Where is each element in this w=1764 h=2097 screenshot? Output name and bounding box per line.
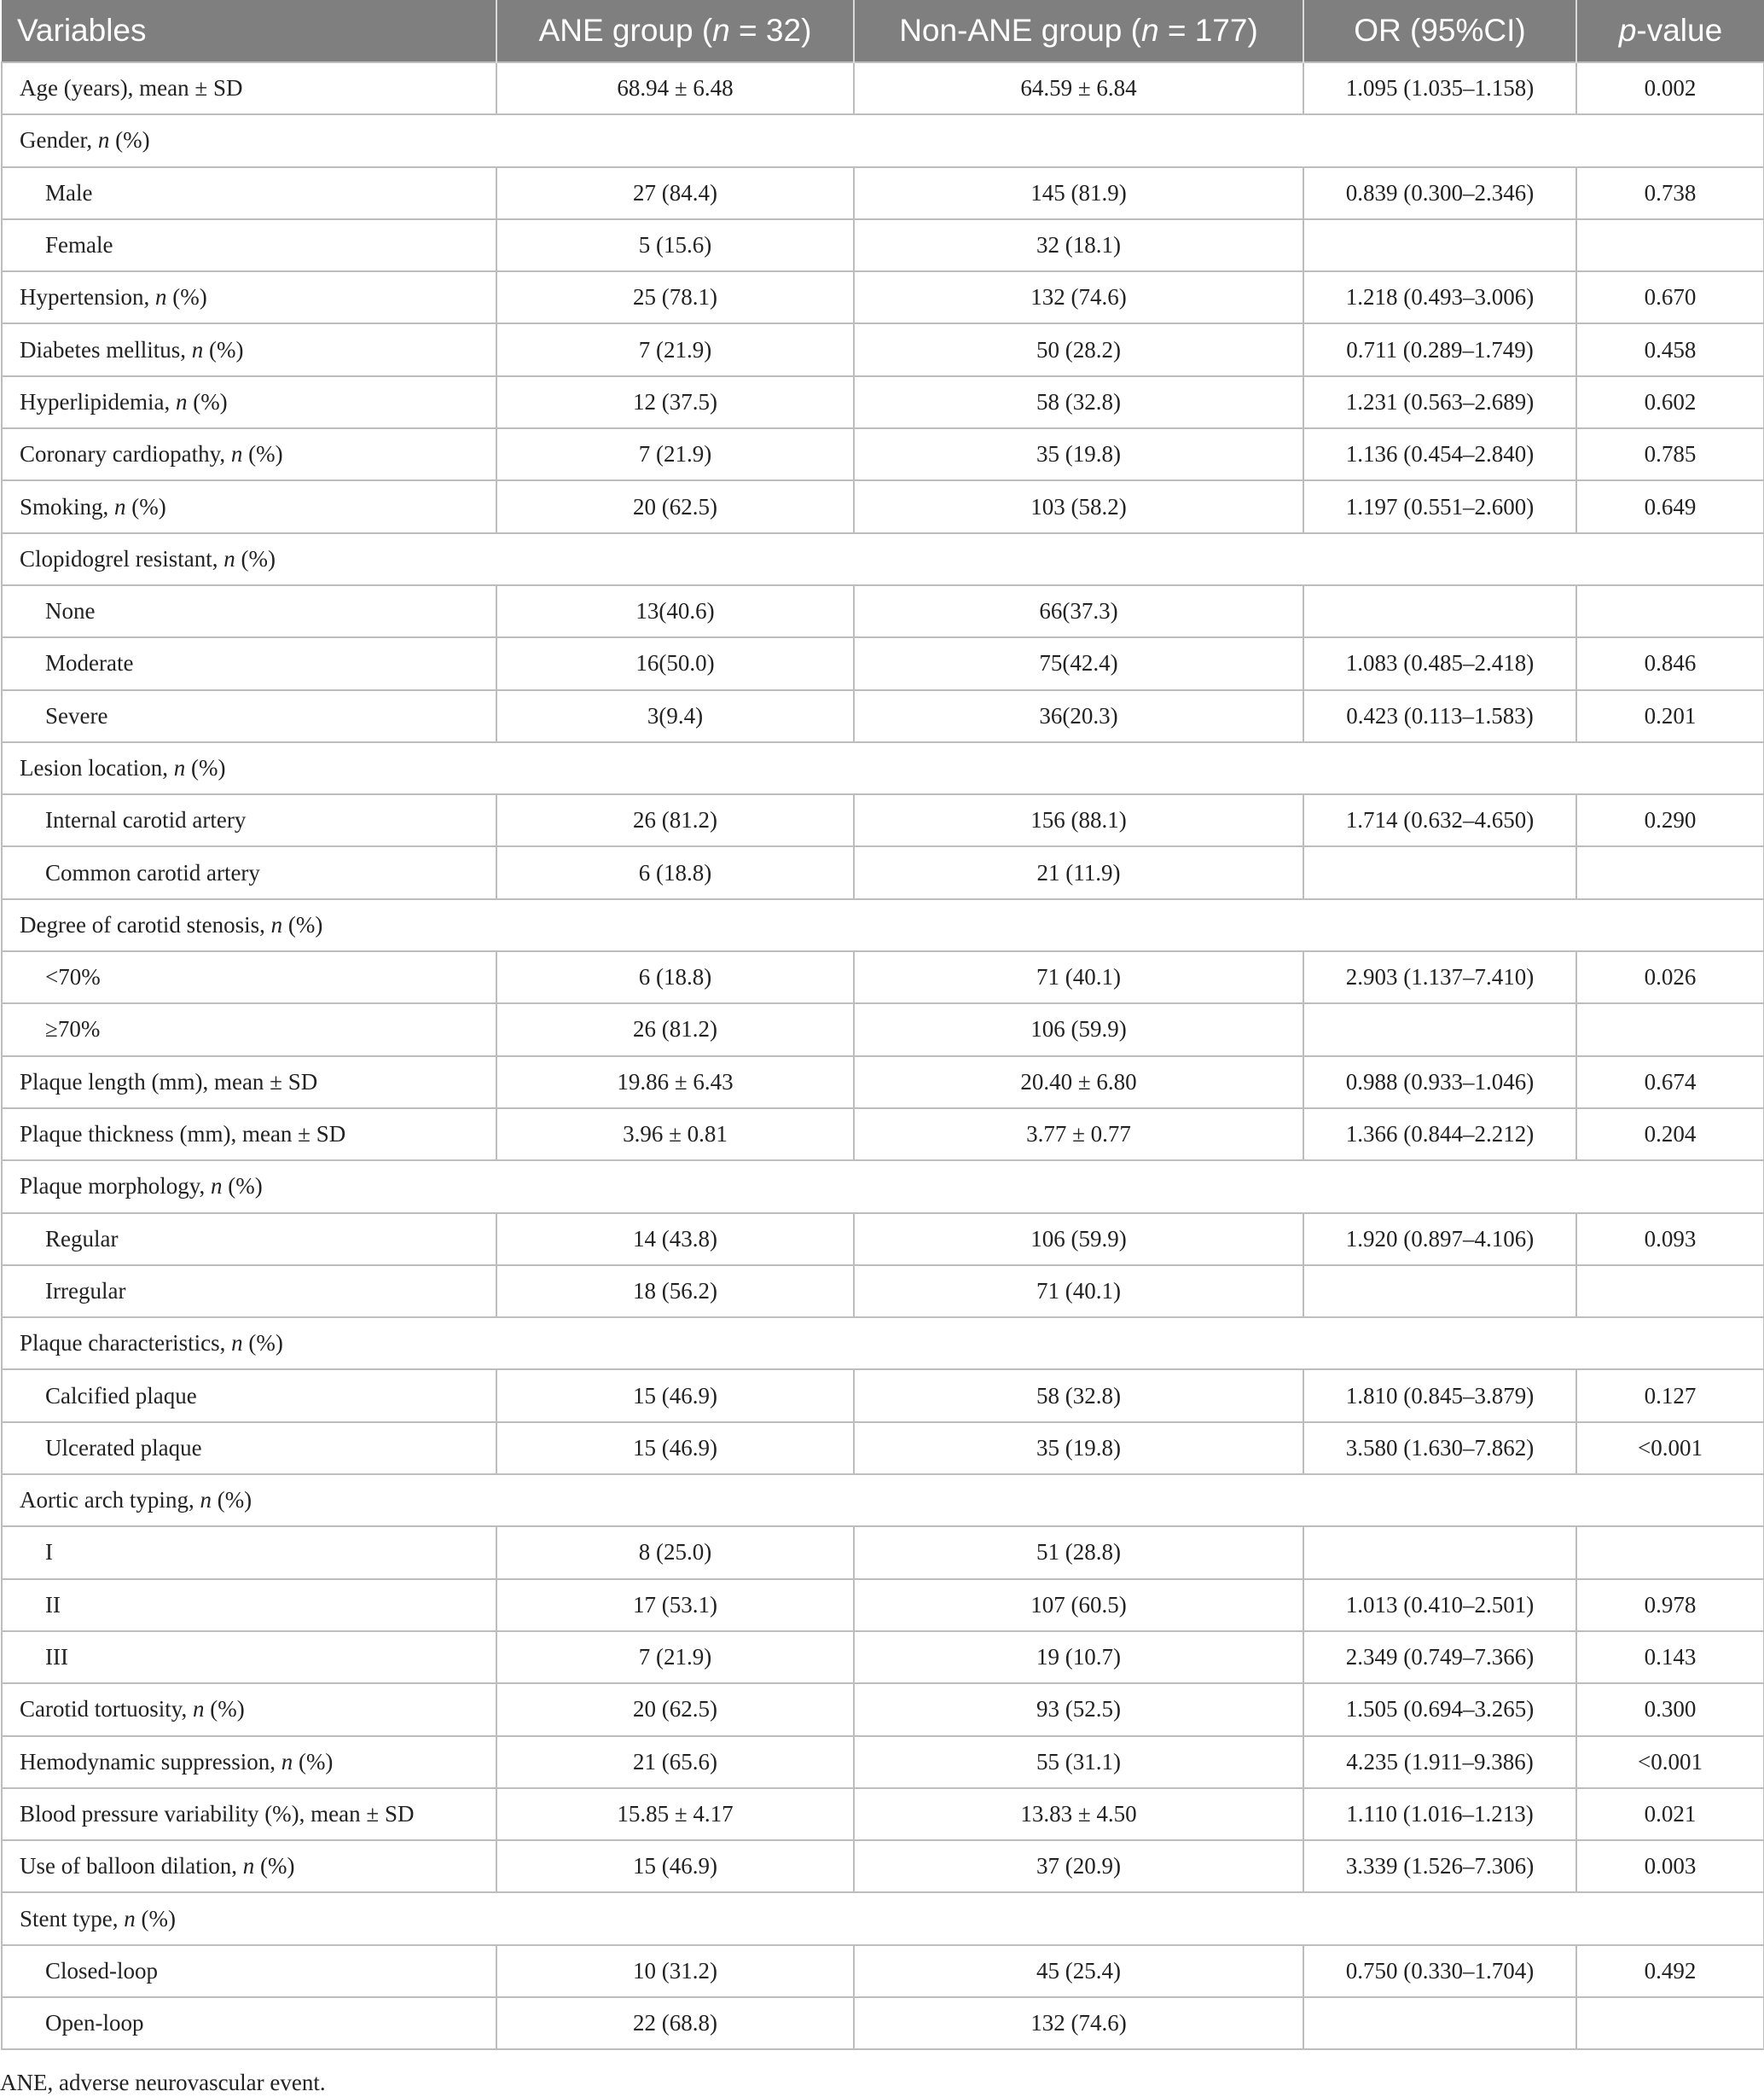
non-ane-cell: 32 (18.1): [854, 219, 1303, 271]
or-ci-cell: 1.083 (0.485–2.418): [1303, 637, 1576, 689]
non-ane-cell: 107 (60.5): [854, 1579, 1303, 1631]
non-ane-cell: 71 (40.1): [854, 1265, 1303, 1317]
p-value-cell: 0.093: [1576, 1213, 1764, 1265]
variable-cell: Moderate: [2, 637, 496, 689]
ane-cell: 20 (62.5): [496, 1683, 854, 1735]
variable-cell: Plaque length (mm), mean ± SD: [2, 1056, 496, 1108]
variable-cell: Use of balloon dilation, n (%): [2, 1840, 496, 1892]
table-row: [2, 1683, 1764, 1735]
section-label: Degree of carotid stenosis, n (%): [2, 899, 1764, 951]
non-ane-cell: 106 (59.9): [854, 1003, 1303, 1055]
variable-cell: Closed-loop: [2, 1945, 496, 1997]
or-ci-cell: 2.903 (1.137–7.410): [1303, 951, 1576, 1003]
ane-cell: 17 (53.1): [496, 1579, 854, 1631]
p-value-cell: [1576, 1003, 1764, 1055]
p-value-cell: 0.602: [1576, 376, 1764, 428]
non-ane-cell: 37 (20.9): [854, 1840, 1303, 1892]
ane-cell: 13(40.6): [496, 585, 854, 637]
section-label: Stent type, n (%): [2, 1892, 1764, 1944]
variable-cell: Coronary cardiopathy, n (%): [2, 428, 496, 480]
variable-cell: Hyperlipidemia, n (%): [2, 376, 496, 428]
variable-cell: Carotid tortuosity, n (%): [2, 1683, 496, 1735]
or-ci-cell: 1.110 (1.016–1.213): [1303, 1788, 1576, 1840]
p-value-cell: 0.670: [1576, 271, 1764, 323]
non-ane-cell: 58 (32.8): [854, 376, 1303, 428]
section-label: Gender, n (%): [2, 114, 1764, 166]
or-ci-cell: [1303, 1265, 1576, 1317]
non-ane-cell: 58 (32.8): [854, 1369, 1303, 1421]
p-value-cell: 0.204: [1576, 1108, 1764, 1160]
ane-cell: 15 (46.9): [496, 1369, 854, 1421]
non-ane-cell: 20.40 ± 6.80: [854, 1056, 1303, 1108]
variable-cell: Common carotid artery: [2, 846, 496, 898]
ane-cell: 3.96 ± 0.81: [496, 1108, 854, 1160]
table-row: [2, 62, 1764, 114]
non-ane-cell: 36(20.3): [854, 690, 1303, 742]
or-ci-cell: 1.810 (0.845–3.879): [1303, 1369, 1576, 1421]
ane-cell: 5 (15.6): [496, 219, 854, 271]
ane-cell: 6 (18.8): [496, 846, 854, 898]
non-ane-cell: 35 (19.8): [854, 1422, 1303, 1474]
variable-cell: Regular: [2, 1213, 496, 1265]
non-ane-cell: 3.77 ± 0.77: [854, 1108, 1303, 1160]
section-label: Aortic arch typing, n (%): [2, 1474, 1764, 1526]
table-row: [2, 323, 1764, 375]
table-row: [2, 1736, 1764, 1788]
non-ane-cell: 106 (59.9): [854, 1213, 1303, 1265]
ane-cell: 7 (21.9): [496, 1631, 854, 1683]
non-ane-cell: 66(37.3): [854, 585, 1303, 637]
table-row: [2, 1997, 1764, 2049]
variable-cell: Plaque thickness (mm), mean ± SD: [2, 1108, 496, 1160]
p-value-cell: [1576, 585, 1764, 637]
or-ci-cell: 0.988 (0.933–1.046): [1303, 1056, 1576, 1108]
or-ci-cell: 1.920 (0.897–4.106): [1303, 1213, 1576, 1265]
non-ane-cell: 132 (74.6): [854, 1997, 1303, 2049]
table-row: [2, 637, 1764, 689]
p-value-cell: 0.978: [1576, 1579, 1764, 1631]
table-row: [2, 1526, 1764, 1578]
table-row: [2, 1056, 1764, 1108]
or-ci-cell: [1303, 585, 1576, 637]
or-ci-cell: 1.231 (0.563–2.689): [1303, 376, 1576, 428]
or-ci-cell: [1303, 1526, 1576, 1578]
ane-cell: 8 (25.0): [496, 1526, 854, 1578]
or-ci-cell: 0.750 (0.330–1.704): [1303, 1945, 1576, 1997]
or-ci-cell: 3.580 (1.630–7.862): [1303, 1422, 1576, 1474]
p-value-cell: 0.003: [1576, 1840, 1764, 1892]
table-row: [2, 1945, 1764, 1997]
or-ci-cell: 1.218 (0.493–3.006): [1303, 271, 1576, 323]
table-row: [2, 376, 1764, 428]
section-row: [2, 533, 1764, 585]
ane-cell: 26 (81.2): [496, 794, 854, 846]
variable-cell: II: [2, 1579, 496, 1631]
table-row: [2, 1422, 1764, 1474]
p-value-cell: 0.674: [1576, 1056, 1764, 1108]
or-ci-cell: [1303, 219, 1576, 271]
non-ane-cell: 55 (31.1): [854, 1736, 1303, 1788]
non-ane-cell: 103 (58.2): [854, 480, 1303, 532]
ane-cell: 15 (46.9): [496, 1422, 854, 1474]
variable-cell: None: [2, 585, 496, 637]
p-value-cell: 0.458: [1576, 323, 1764, 375]
section-row: [2, 1474, 1764, 1526]
or-ci-cell: [1303, 1997, 1576, 2049]
variable-cell: Calcified plaque: [2, 1369, 496, 1421]
non-ane-cell: 93 (52.5): [854, 1683, 1303, 1735]
non-ane-cell: 71 (40.1): [854, 951, 1303, 1003]
variable-cell: Internal carotid artery: [2, 794, 496, 846]
p-value-cell: 0.002: [1576, 62, 1764, 114]
section-row: [2, 114, 1764, 166]
p-value-cell: [1576, 219, 1764, 271]
table-row: [2, 167, 1764, 219]
section-row: [2, 1317, 1764, 1369]
header-ane-group: ANE group (n = 32): [496, 0, 854, 62]
table-row: [2, 271, 1764, 323]
or-ci-cell: 1.095 (1.035–1.158): [1303, 62, 1576, 114]
table-row: [2, 585, 1764, 637]
section-label: Clopidogrel resistant, n (%): [2, 533, 1764, 585]
table-row: [2, 951, 1764, 1003]
section-label: Lesion location, n (%): [2, 742, 1764, 794]
non-ane-cell: 13.83 ± 4.50: [854, 1788, 1303, 1840]
non-ane-cell: 145 (81.9): [854, 167, 1303, 219]
variable-cell: I: [2, 1526, 496, 1578]
or-ci-cell: 1.013 (0.410–2.501): [1303, 1579, 1576, 1631]
ane-cell: 19.86 ± 6.43: [496, 1056, 854, 1108]
ane-cell: 14 (43.8): [496, 1213, 854, 1265]
p-value-cell: 0.738: [1576, 167, 1764, 219]
or-ci-cell: 1.136 (0.454–2.840): [1303, 428, 1576, 480]
variable-cell: Age (years), mean ± SD: [2, 62, 496, 114]
table-row: [2, 1579, 1764, 1631]
header-row: [2, 0, 1764, 62]
ane-cell: 25 (78.1): [496, 271, 854, 323]
variable-cell: Female: [2, 219, 496, 271]
p-value-cell: <0.001: [1576, 1422, 1764, 1474]
ane-cell: 27 (84.4): [496, 167, 854, 219]
variable-cell: Irregular: [2, 1265, 496, 1317]
or-ci-cell: [1303, 846, 1576, 898]
variable-cell: Severe: [2, 690, 496, 742]
table-row: [2, 1003, 1764, 1055]
variable-cell: Open-loop: [2, 1997, 496, 2049]
table-row: [2, 219, 1764, 271]
ane-cell: 26 (81.2): [496, 1003, 854, 1055]
section-row: [2, 1892, 1764, 1944]
non-ane-cell: 156 (88.1): [854, 794, 1303, 846]
or-ci-cell: 1.366 (0.844–2.212): [1303, 1108, 1576, 1160]
table-row: [2, 1213, 1764, 1265]
p-value-cell: 0.290: [1576, 794, 1764, 846]
header-or-ci: OR (95%CI): [1303, 0, 1576, 62]
table-row: [2, 1265, 1764, 1317]
variable-cell: Smoking, n (%): [2, 480, 496, 532]
section-row: [2, 899, 1764, 951]
p-value-cell: 0.201: [1576, 690, 1764, 742]
p-value-cell: 0.300: [1576, 1683, 1764, 1735]
ane-cell: 22 (68.8): [496, 1997, 854, 2049]
or-ci-cell: 1.197 (0.551–2.600): [1303, 480, 1576, 532]
or-ci-cell: 0.711 (0.289–1.749): [1303, 323, 1576, 375]
table-row: [2, 794, 1764, 846]
table-row: [2, 1840, 1764, 1892]
variable-cell: Male: [2, 167, 496, 219]
p-value-cell: <0.001: [1576, 1736, 1764, 1788]
ane-cell: 12 (37.5): [496, 376, 854, 428]
section-row: [2, 1160, 1764, 1212]
table-footnote: ANE, adverse neurovascular event.: [0, 2070, 326, 2095]
header-non-ane-group: Non-ANE group (n = 177): [854, 0, 1303, 62]
non-ane-cell: 19 (10.7): [854, 1631, 1303, 1683]
p-value-cell: [1576, 1265, 1764, 1317]
non-ane-cell: 21 (11.9): [854, 846, 1303, 898]
non-ane-cell: 64.59 ± 6.84: [854, 62, 1303, 114]
p-value-cell: 0.492: [1576, 1945, 1764, 1997]
variable-cell: ≥70%: [2, 1003, 496, 1055]
ane-cell: 16(50.0): [496, 637, 854, 689]
p-value-cell: 0.021: [1576, 1788, 1764, 1840]
ane-cell: 6 (18.8): [496, 951, 854, 1003]
ane-cell: 68.94 ± 6.48: [496, 62, 854, 114]
p-value-cell: 0.785: [1576, 428, 1764, 480]
ane-cell: 10 (31.2): [496, 1945, 854, 1997]
table-row: [2, 846, 1764, 898]
or-ci-cell: 4.235 (1.911–9.386): [1303, 1736, 1576, 1788]
ane-cell: 18 (56.2): [496, 1265, 854, 1317]
p-value-cell: 0.143: [1576, 1631, 1764, 1683]
section-label: Plaque morphology, n (%): [2, 1160, 1764, 1212]
non-ane-cell: 45 (25.4): [854, 1945, 1303, 1997]
variable-cell: Blood pressure variability (%), mean ± SD: [2, 1788, 496, 1840]
non-ane-cell: 35 (19.8): [854, 428, 1303, 480]
p-value-cell: [1576, 1997, 1764, 2049]
or-ci-cell: 2.349 (0.749–7.366): [1303, 1631, 1576, 1683]
p-value-cell: 0.026: [1576, 951, 1764, 1003]
section-label: Plaque characteristics, n (%): [2, 1317, 1764, 1369]
table-row: [2, 1108, 1764, 1160]
section-row: [2, 742, 1764, 794]
variable-cell: Hemodynamic suppression, n (%): [2, 1736, 496, 1788]
non-ane-cell: 50 (28.2): [854, 323, 1303, 375]
variable-cell: Hypertension, n (%): [2, 271, 496, 323]
ane-cell: 15.85 ± 4.17: [496, 1788, 854, 1840]
ane-cell: 15 (46.9): [496, 1840, 854, 1892]
p-value-cell: 0.127: [1576, 1369, 1764, 1421]
non-ane-cell: 132 (74.6): [854, 271, 1303, 323]
table-row: [2, 428, 1764, 480]
p-value-cell: 0.649: [1576, 480, 1764, 532]
variable-cell: Ulcerated plaque: [2, 1422, 496, 1474]
or-ci-cell: 0.839 (0.300–2.346): [1303, 167, 1576, 219]
ane-cell: 3(9.4): [496, 690, 854, 742]
table-row: [2, 480, 1764, 532]
variable-cell: III: [2, 1631, 496, 1683]
or-ci-cell: 3.339 (1.526–7.306): [1303, 1840, 1576, 1892]
header-variables: Variables: [17, 13, 147, 48]
non-ane-cell: 75(42.4): [854, 637, 1303, 689]
table-row: [2, 1788, 1764, 1840]
ane-cell: 7 (21.9): [496, 428, 854, 480]
table-body: [2, 62, 1764, 2049]
header-p-value: p-value: [1576, 0, 1764, 62]
ane-cell: 7 (21.9): [496, 323, 854, 375]
p-value-cell: [1576, 1526, 1764, 1578]
variable-cell: Diabetes mellitus, n (%): [2, 323, 496, 375]
p-value-cell: 0.846: [1576, 637, 1764, 689]
results-table: [1, 0, 1764, 2050]
table-row: [2, 1631, 1764, 1683]
ane-cell: 21 (65.6): [496, 1736, 854, 1788]
or-ci-cell: 1.505 (0.694–3.265): [1303, 1683, 1576, 1735]
non-ane-cell: 51 (28.8): [854, 1526, 1303, 1578]
table-row: [2, 690, 1764, 742]
or-ci-cell: [1303, 1003, 1576, 1055]
or-ci-cell: 1.714 (0.632–4.650): [1303, 794, 1576, 846]
or-ci-cell: 0.423 (0.113–1.583): [1303, 690, 1576, 742]
variable-cell: <70%: [2, 951, 496, 1003]
ane-cell: 20 (62.5): [496, 480, 854, 532]
p-value-cell: [1576, 846, 1764, 898]
table-row: [2, 1369, 1764, 1421]
